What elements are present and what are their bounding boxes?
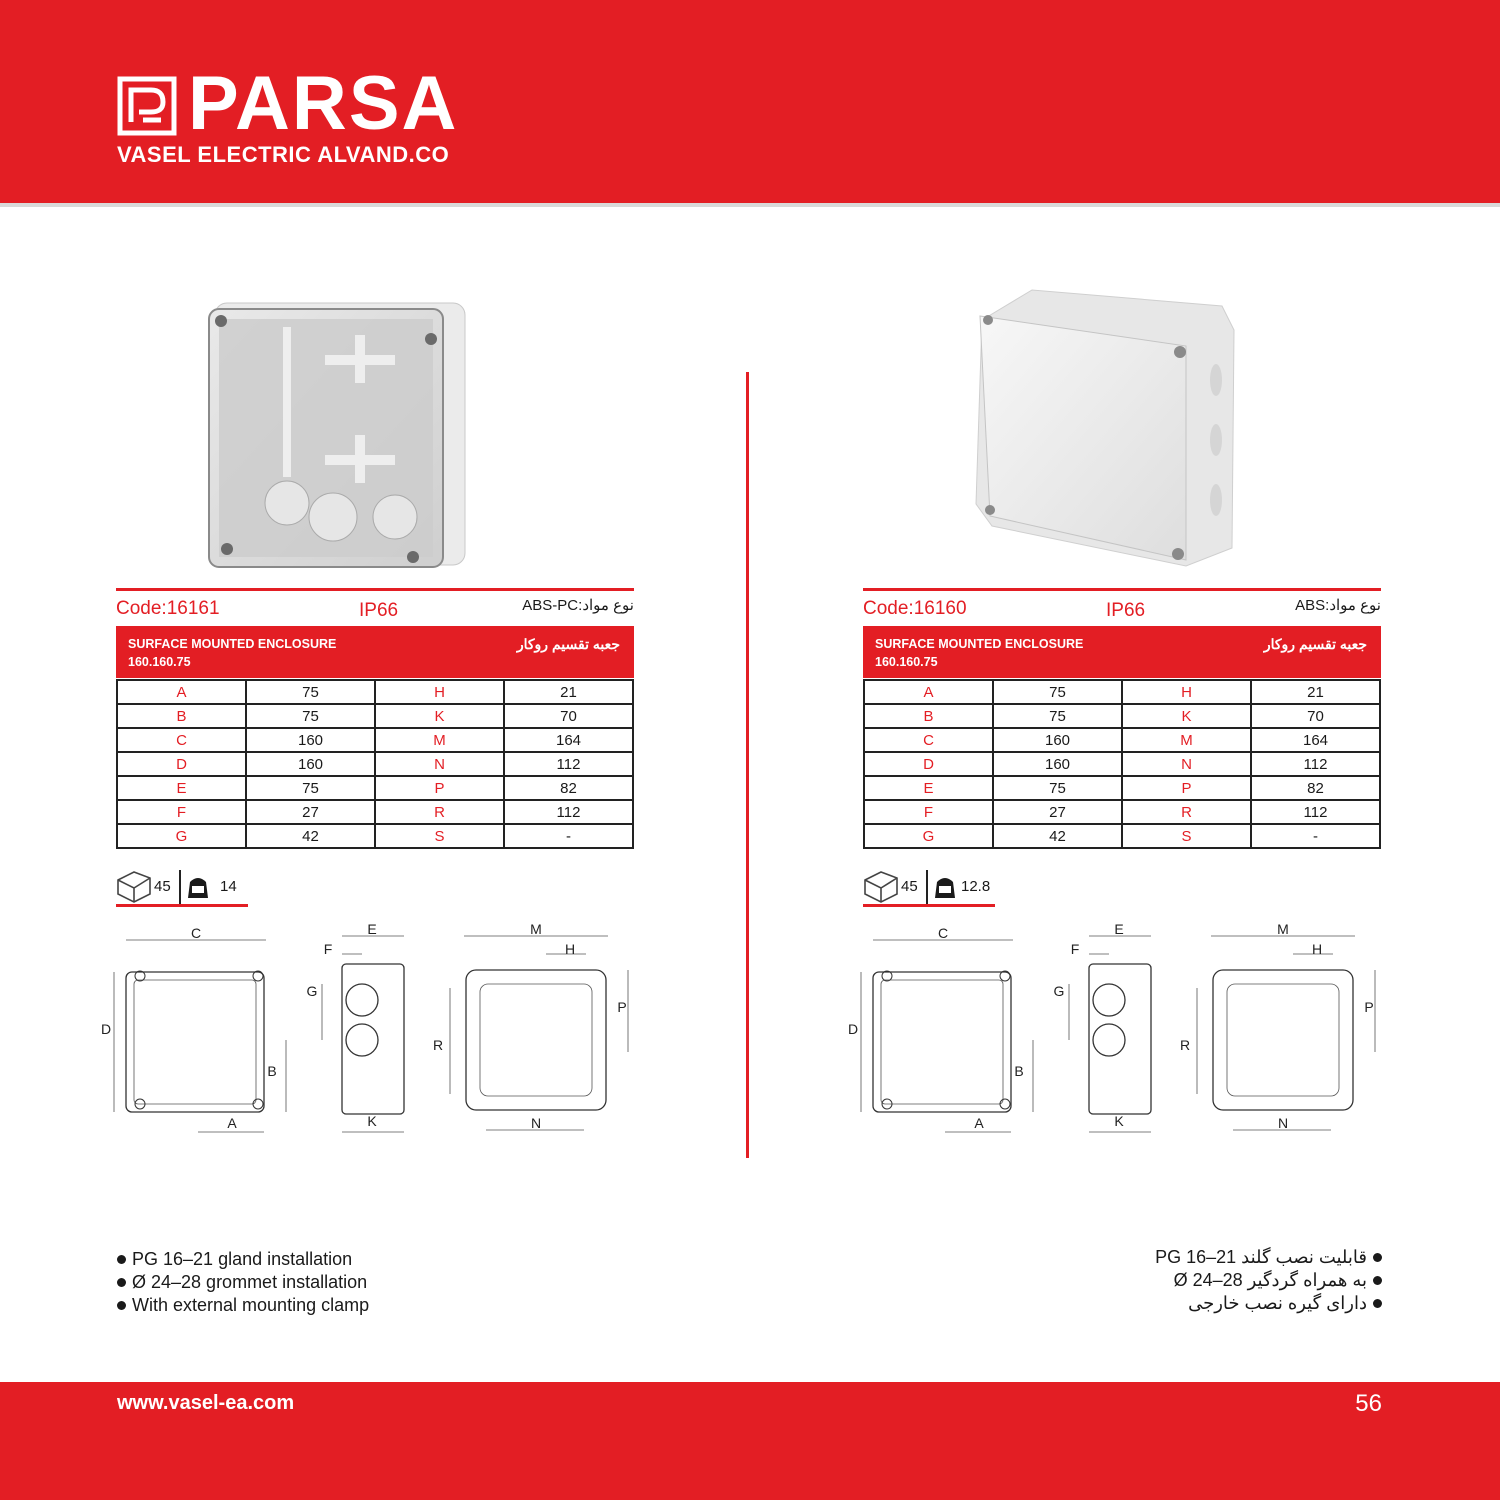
company-name: VASEL ELECTRIC ALVAND.CO — [117, 142, 450, 167]
dimension-label: G — [864, 824, 993, 848]
dimension-label: C — [864, 728, 993, 752]
dimension-value: 112 — [504, 800, 633, 824]
table-row — [117, 704, 633, 728]
front-view-inner — [134, 980, 256, 1104]
title-english-line1: SURFACE MOUNTED ENCLOSURE — [875, 637, 1084, 651]
dimension-label: E — [864, 776, 993, 800]
product-photo-opaque-lid — [972, 290, 1234, 570]
table-row — [864, 800, 1380, 824]
dimension-letter: N — [530, 1115, 542, 1131]
technical-drawings — [847, 918, 1393, 1140]
table-row — [864, 776, 1380, 800]
title-persian: جعبه تقسیم روکار — [516, 636, 620, 652]
dimension-value: 42 — [993, 824, 1122, 848]
dimension-value: 160 — [993, 752, 1122, 776]
dimension-value: 75 — [993, 680, 1122, 704]
title-english — [128, 636, 336, 671]
dimension-value: 160 — [246, 728, 375, 752]
dimension-letter: B — [1014, 1063, 1024, 1079]
dimension-letter: F — [323, 941, 333, 957]
feature-item: PG 16–21 gland installation — [117, 1248, 369, 1271]
pack-underline — [863, 904, 995, 907]
dimension-letter: A — [974, 1115, 984, 1131]
dimension-letter: H — [1311, 941, 1323, 957]
dimensions-table — [863, 679, 1381, 849]
table-row — [864, 824, 1380, 848]
weight-value: 14 — [220, 878, 237, 895]
dimension-label: E — [117, 776, 246, 800]
knockout-circle — [346, 984, 378, 1016]
dimension-value: 27 — [993, 800, 1122, 824]
dimension-value: 82 — [1251, 776, 1380, 800]
dimension-value: 42 — [246, 824, 375, 848]
dimension-letter: F — [1070, 941, 1080, 957]
dimension-letter: A — [227, 1115, 237, 1131]
dimension-value: 112 — [1251, 800, 1380, 824]
dimension-label: A — [864, 680, 993, 704]
side-view — [342, 964, 404, 1114]
product-code: Code:16161 — [116, 598, 220, 619]
screw-icon — [253, 1099, 263, 1109]
dimension-label: G — [117, 824, 246, 848]
brand-name: PARSA — [188, 61, 459, 146]
dimension-value: 21 — [1251, 680, 1380, 704]
title-english-line2: 160.160.75 — [875, 654, 938, 669]
column-divider — [746, 372, 749, 1158]
dimension-value: - — [1251, 824, 1380, 848]
features-persian — [1155, 1246, 1382, 1315]
dimension-letter: P — [1364, 999, 1374, 1015]
dimension-letter: E — [1114, 921, 1124, 937]
title-english-line1: SURFACE MOUNTED ENCLOSURE — [128, 637, 337, 651]
material: ABS:نوع مواد — [1295, 597, 1381, 614]
dimension-letter: C — [190, 925, 202, 941]
bullet-icon — [1373, 1276, 1382, 1285]
back-view-inner — [480, 984, 592, 1096]
weight-value: 12.8 — [961, 878, 991, 895]
dimension-value: 75 — [246, 680, 375, 704]
dimension-letter: D — [847, 1021, 859, 1037]
dimension-label: P — [375, 776, 504, 800]
dimension-value: 160 — [993, 728, 1122, 752]
bullet-icon — [1373, 1253, 1382, 1262]
dimension-letter: R — [1179, 1037, 1191, 1053]
dimension-label: H — [375, 680, 504, 704]
dimension-value: 112 — [504, 752, 633, 776]
dimension-value: 164 — [504, 728, 633, 752]
dimension-label: M — [375, 728, 504, 752]
table-row — [864, 680, 1380, 704]
material: ABS-PC:نوع مواد — [522, 597, 634, 614]
dimension-label: R — [1122, 800, 1251, 824]
dimension-label: N — [375, 752, 504, 776]
table-row — [117, 752, 633, 776]
screw-icon — [1000, 1099, 1010, 1109]
dimension-letter: P — [617, 999, 627, 1015]
dimension-value: 75 — [993, 776, 1122, 800]
package-quantity: 45 — [901, 878, 918, 895]
dimension-letter: G — [1053, 983, 1065, 999]
ip-rating: IP66 — [359, 600, 399, 621]
dimensions-table — [116, 679, 634, 849]
dimension-label: S — [375, 824, 504, 848]
title-persian: جعبه تقسیم روکار — [1263, 636, 1367, 652]
dimension-value: 160 — [246, 752, 375, 776]
dimension-letter: B — [267, 1063, 277, 1079]
dimension-letter: M — [1277, 921, 1289, 937]
dimension-label: K — [375, 704, 504, 728]
feature-item: به همراه گردگیر Ø 24–28 — [1155, 1269, 1382, 1292]
feature-item: دارای گیره نصب خارجی — [1155, 1292, 1382, 1315]
table-row — [117, 776, 633, 800]
back-view — [466, 970, 606, 1110]
dimension-label: K — [1122, 704, 1251, 728]
knockout-circle — [1093, 984, 1125, 1016]
card-top-line — [863, 588, 1381, 591]
table-row — [864, 704, 1380, 728]
title-english — [875, 636, 1083, 671]
dimension-letter: N — [1277, 1115, 1289, 1131]
front-view — [126, 972, 264, 1112]
parsa-logo-icon — [117, 76, 177, 136]
dimension-label: F — [117, 800, 246, 824]
page-number: 56 — [1355, 1390, 1382, 1417]
dimension-label: D — [864, 752, 993, 776]
knockout-circle — [1093, 1024, 1125, 1056]
table-row — [864, 752, 1380, 776]
dimension-label: S — [1122, 824, 1251, 848]
table-row — [117, 728, 633, 752]
front-view — [873, 972, 1011, 1112]
bullet-icon — [117, 1278, 126, 1287]
product-photo-transparent-lid — [205, 295, 475, 573]
pack-underline — [116, 904, 248, 907]
front-view-inner — [881, 980, 1003, 1104]
dimension-value: 75 — [993, 704, 1122, 728]
dimension-value: 70 — [1251, 704, 1380, 728]
dimension-label: H — [1122, 680, 1251, 704]
dimension-value: 75 — [246, 704, 375, 728]
dimension-letter: R — [432, 1037, 444, 1053]
table-row — [117, 824, 633, 848]
dimension-value: 164 — [1251, 728, 1380, 752]
feature-item: Ø 24–28 grommet installation — [117, 1271, 369, 1294]
bullet-icon — [117, 1301, 126, 1310]
dimension-letter: H — [564, 941, 576, 957]
dimension-label: D — [117, 752, 246, 776]
dimension-letter: D — [100, 1021, 112, 1037]
ip-rating: IP66 — [1106, 600, 1146, 621]
table-row — [864, 728, 1380, 752]
dimension-value: 112 — [1251, 752, 1380, 776]
dimension-letter: K — [1114, 1113, 1124, 1129]
package-quantity: 45 — [154, 878, 171, 895]
technical-drawings — [100, 918, 646, 1140]
bullet-icon — [117, 1255, 126, 1264]
dimension-label: P — [1122, 776, 1251, 800]
dimension-value: - — [504, 824, 633, 848]
dimension-letter: G — [306, 983, 318, 999]
dimension-label: F — [864, 800, 993, 824]
dimension-label: A — [117, 680, 246, 704]
dimension-label: B — [117, 704, 246, 728]
dimension-letter: K — [367, 1113, 377, 1129]
dimension-label: M — [1122, 728, 1251, 752]
dimension-label: R — [375, 800, 504, 824]
knockout-circle — [346, 1024, 378, 1056]
dimension-letter: E — [367, 921, 377, 937]
dimension-value: 70 — [504, 704, 633, 728]
dimension-value: 27 — [246, 800, 375, 824]
product-code: Code:16160 — [863, 598, 967, 619]
back-view — [1213, 970, 1353, 1110]
dimension-label: N — [1122, 752, 1251, 776]
dimension-value: 82 — [504, 776, 633, 800]
feature-item: With external mounting clamp — [117, 1294, 369, 1317]
table-row — [117, 800, 633, 824]
dimension-label: C — [117, 728, 246, 752]
website-link[interactable]: www.vasel-ea.com — [117, 1392, 295, 1414]
dimension-label: B — [864, 704, 993, 728]
table-row — [117, 680, 633, 704]
dimension-value: 21 — [504, 680, 633, 704]
dimension-letter: M — [530, 921, 542, 937]
bullet-icon — [1373, 1299, 1382, 1308]
dimension-value: 75 — [246, 776, 375, 800]
side-view — [1089, 964, 1151, 1114]
features-english — [117, 1248, 369, 1317]
card-top-line — [116, 588, 634, 591]
back-view-inner — [1227, 984, 1339, 1096]
feature-item: قابلیت نصب گلند PG 16–21 — [1155, 1246, 1382, 1269]
title-english-line2: 160.160.75 — [128, 654, 191, 669]
dimension-letter: C — [937, 925, 949, 941]
